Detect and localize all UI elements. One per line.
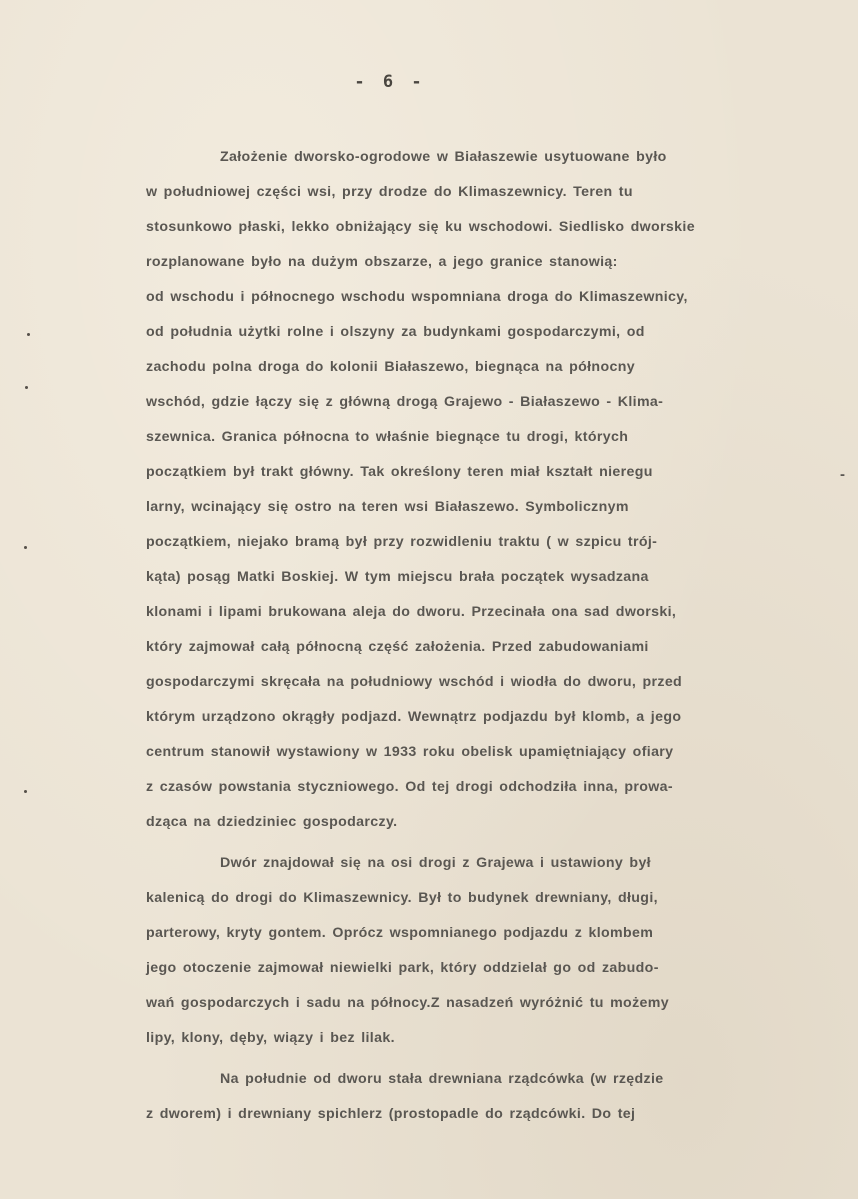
text-line: który zajmował całą północną część założenia. Przed zabudowaniami [146, 639, 649, 655]
text-line: kalenicą do drogi do Klimaszewnicy. Był to budynek drewniany, długi, [146, 890, 658, 906]
text-line: larny, wcinający się ostro na teren wsi Białaszewo. Symbolicznym [146, 499, 629, 515]
text-line: klonami i lipami brukowana aleja do dworu. Przecinała ona sad dworski, [146, 604, 677, 620]
text-line: od wschodu i północnego wschodu wspomniana droga do Klimaszewnicy, [146, 289, 688, 305]
body-text [146, 140, 846, 1132]
text-line: szewnica. Granica północna to właśnie biegnące tu drogi, których [146, 429, 629, 445]
text-line: zachodu polna droga do kolonii Białaszewo, biegnąca na północny [146, 359, 635, 375]
text-line: stosunkowo płaski, lekko obniżający się ku wschodowi. Siedlisko dworskie [146, 219, 695, 235]
page-number: - 6 - [354, 72, 426, 92]
text-line: centrum stanowił wystawiony w 1933 roku obelisk upamiętniający ofiary [146, 744, 674, 760]
text-line: z czasów powstania styczniowego. Od tej drogi odchodziła inna, prowa- [146, 779, 673, 795]
text-line: początkiem był trakt główny. Tak określony teren miał kształt nieregu [146, 464, 653, 480]
text-line: w południowej części wsi, przy drodze do Klimaszewnicy. Teren tu [146, 184, 633, 200]
text-line: gospodarczymi skręcała na południowy wschód i wiodła do dworu, przed [146, 674, 683, 690]
text-line: Na południe od dworu stała drewniana rządcówka (w rzędzie [220, 1071, 664, 1087]
text-line: wschód, gdzie łączy się z główną drogą Grajewo - Białaszewo - Klima- [146, 394, 664, 410]
text-line: lipy, klony, dęby, wiązy i bez lilak. [146, 1030, 395, 1046]
margin-dash: - [840, 466, 845, 483]
text-line: którym urządzono okrągły podjazd. Wewnątrz podjazdu był klomb, a jego [146, 709, 682, 725]
ink-speck [27, 333, 30, 336]
ink-speck [24, 790, 27, 793]
text-line: jego otoczenie zajmował niewielki park, który oddzielał go od zabudo- [146, 960, 659, 976]
text-line: od południa użytki rolne i olszyny za budynkami gospodarczymi, od [146, 324, 645, 340]
ink-speck [25, 386, 28, 389]
text-line: z dworem) i drewniany spichlerz (prostopadle do rządcówki. Do tej [146, 1106, 636, 1122]
text-line: początkiem, niejako bramą był przy rozwidleniu traktu ( w szpicu trój- [146, 534, 658, 550]
text-line: dząca na dziedziniec gospodarczy. [146, 814, 398, 830]
text-line: wań gospodarczych i sadu na północy.Z nasadzeń wyróżnić tu możemy [146, 995, 669, 1011]
text-line: parterowy, kryty gontem. Oprócz wspomnianego podjazdu z klombem [146, 925, 654, 941]
text-line: rozplanowane było na dużym obszarze, a jego granice stanowią: [146, 254, 618, 270]
ink-speck [24, 546, 27, 549]
text-line: Dwór znajdował się na osi drogi z Grajewa i ustawiony był [220, 855, 651, 871]
text-line: Założenie dworsko-ogrodowe w Białaszewie usytuowane było [220, 149, 667, 165]
text-line: kąta) posąg Matki Boskiej. W tym miejscu brała początek wysadzana [146, 569, 649, 585]
